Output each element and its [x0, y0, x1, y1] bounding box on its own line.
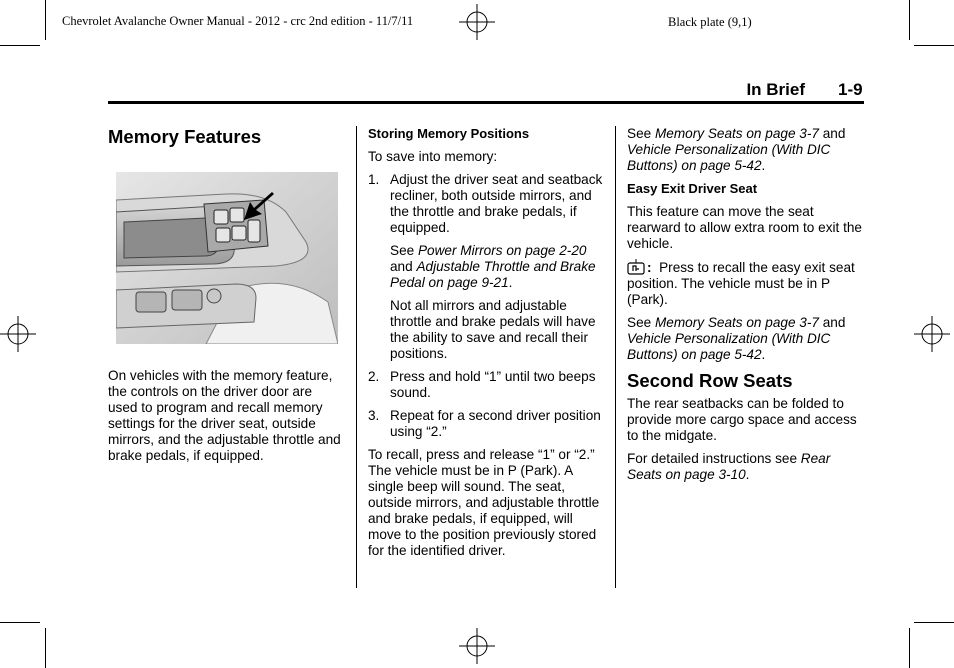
- subheading: Easy Exit Driver Seat: [627, 181, 758, 196]
- plate-info: Chevrolet Avalanche Owner Manual - 2012 - crc 2nd edition - 11/7/11: [62, 14, 414, 28]
- cross-reference-link[interactable]: Vehicle Personalization (With DIC Buttons) on page 5-42: [627, 142, 831, 173]
- registration-mark-icon: [0, 316, 36, 352]
- section-heading: Second Row Seats: [627, 370, 793, 391]
- paragraph: This feature can move the seat rearward to allow extra room to exit the vehicle.: [627, 204, 862, 251]
- paragraph: [627, 259, 865, 308]
- crop-mark: [0, 45, 40, 46]
- section-title: In Brief: [746, 80, 805, 99]
- crop-mark: [909, 628, 910, 668]
- cross-reference-link[interactable]: Power Mirrors on page 2-20: [417, 243, 587, 258]
- text-run: .: [508, 275, 513, 290]
- text-run: and: [390, 259, 417, 274]
- text-run: .: [745, 467, 750, 482]
- list-number: 2.: [368, 369, 380, 384]
- door-memory-controls-illustration: [116, 172, 338, 344]
- text-run: and: [818, 315, 846, 330]
- list-number: 3.: [368, 408, 380, 423]
- cross-reference-link[interactable]: Adjustable Throttle and Brake Pedal on page 9-21: [390, 259, 596, 290]
- subheading: Storing Memory Positions: [368, 126, 530, 141]
- text-run: See: [627, 126, 655, 141]
- column-3: [627, 126, 865, 490]
- easy-exit-seat-icon: [627, 259, 647, 275]
- header-rule: [108, 101, 864, 104]
- list-text: Adjust the driver seat and seatback recliner, both outside mirrors, and the throttle and brake pedals, if equipped.: [390, 172, 603, 235]
- column-divider: [356, 126, 357, 588]
- text-run: Press to recall the easy exit seat position. The vehicle must be in P (Park).: [627, 260, 855, 307]
- text-run: For detailed instructions see: [627, 451, 801, 466]
- text-run: and: [818, 126, 846, 141]
- crop-mark: [45, 0, 46, 40]
- cross-reference-link[interactable]: Vehicle Personalization (With DIC Buttons) on page 5-42: [627, 331, 831, 362]
- column-2: [368, 126, 606, 566]
- list-item: [368, 172, 606, 236]
- cross-reference-link[interactable]: Memory Seats on page 3-7: [654, 315, 819, 330]
- cross-reference-link[interactable]: Rear Seats on page 3-10: [627, 451, 831, 482]
- registration-mark-icon: [914, 316, 950, 352]
- list-number: 1.: [368, 172, 380, 187]
- crop-mark: [909, 0, 910, 40]
- intro-paragraph: On vehicles with the memory feature, the controls on the driver door are used to program and recall memory settings for the driver seat, outside mirrors, and the adjustable throttle and brake pedals, if equipped.: [108, 368, 341, 463]
- page-number: 1-9: [838, 80, 863, 99]
- column-1: [108, 126, 344, 471]
- crop-mark: [914, 45, 954, 46]
- paragraph: To save into memory:: [368, 149, 498, 164]
- paragraph: To recall, press and release “1” or “2.” The vehicle must be in P (Park). A single beep will sound. The seat, outside mirrors, and adjustable throttle and brake pedals, if equipped, will move to the position previously stored for the identified driver.: [368, 447, 600, 558]
- reference-paragraph: [390, 243, 606, 291]
- reference-paragraph: [627, 451, 865, 483]
- list-text: Press and hold “1” until two beeps sound.: [390, 369, 596, 400]
- text-run: See: [627, 315, 655, 330]
- section-heading: Memory Features: [108, 126, 262, 147]
- list-item: [368, 408, 606, 440]
- registration-mark-icon: [459, 628, 495, 664]
- list-text: Repeat for a second driver position using “2.”: [390, 408, 601, 439]
- list-item: [368, 369, 606, 401]
- text-run: See: [390, 243, 418, 258]
- text-run: .: [761, 158, 766, 173]
- plate-number: Black plate (9,1): [668, 15, 752, 29]
- registration-mark-icon: [459, 4, 495, 40]
- reference-paragraph: [627, 315, 865, 363]
- crop-mark: [0, 622, 40, 623]
- cross-reference-link[interactable]: Memory Seats on page 3-7: [654, 126, 819, 141]
- paragraph: The rear seatbacks can be folded to provide more cargo space and access to the midgate.: [627, 396, 857, 443]
- note-paragraph: Not all mirrors and adjustable throttle and brake pedals will have the ability to save and recall their positions.: [390, 298, 596, 361]
- column-divider: [615, 126, 616, 588]
- crop-mark: [45, 628, 46, 668]
- reference-paragraph: [627, 126, 865, 174]
- icon-colon: :: [647, 260, 652, 275]
- text-run: .: [761, 347, 766, 362]
- crop-mark: [914, 622, 954, 623]
